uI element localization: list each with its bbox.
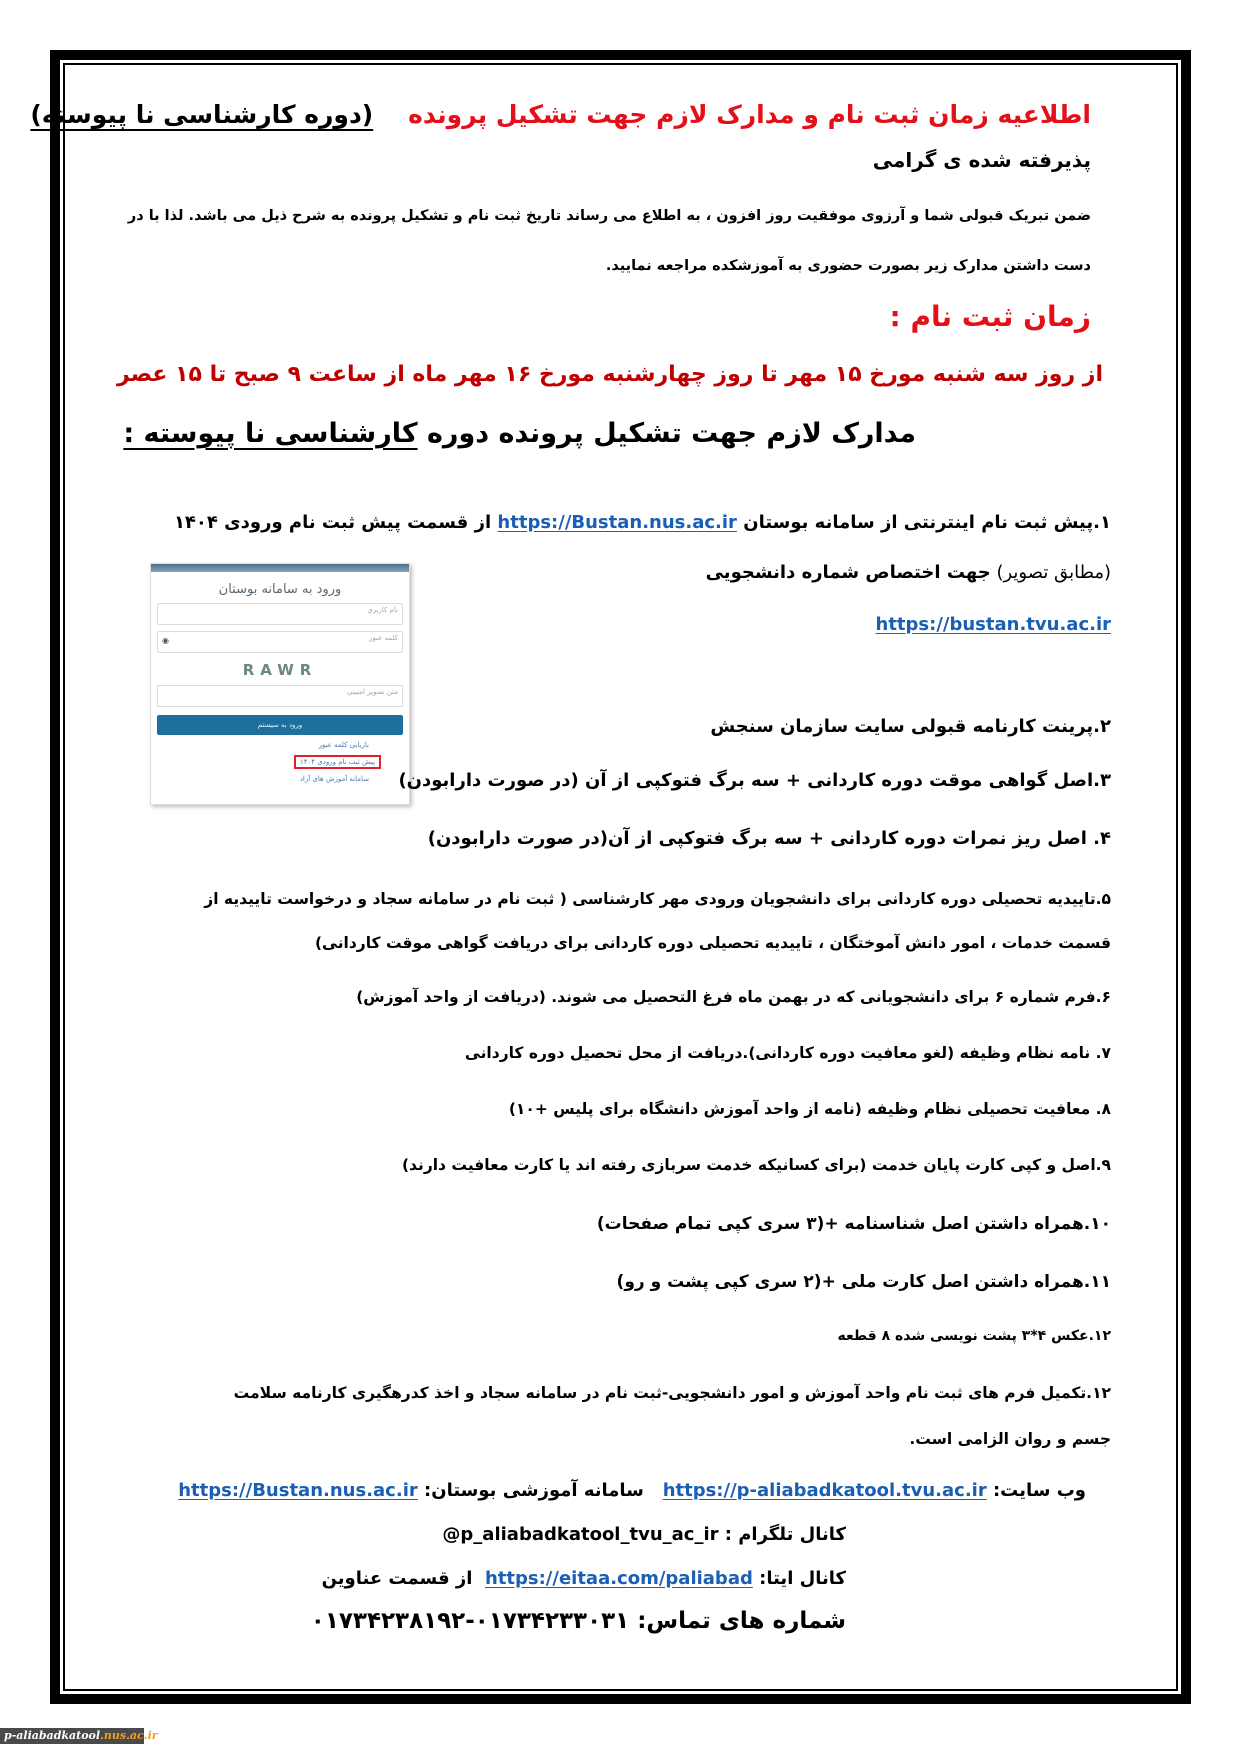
document-item-7: ۷. نامه نظام وظیفه (لغو معافیت دوره کاردانی).دریافت از محل تحصیل دوره کاردانی [464, 1044, 1111, 1062]
document-item-10: ۱۰.همراه داشتن اصل شناسنامه +(۳ سری کپی تمام صفحات) [596, 1214, 1111, 1234]
screenshot-other-link: سامانه آموزش های آزاد [299, 775, 369, 783]
website-label: وب سایت: [986, 1480, 1086, 1501]
bustan-login-screenshot [150, 563, 410, 805]
bustan-nus-link[interactable]: https://Bustan.nus.ac.ir [497, 512, 737, 533]
document-item-12: ۱۲.عکس ۴*۳ پشت نویسی شده ۸ قطعه [837, 1328, 1111, 1344]
document-item-1-line2 [706, 562, 1111, 583]
title-red: اطلاعیه زمان ثبت نام و مدارک لازم جهت تشکیل پرونده [408, 100, 1091, 129]
telegram-handle: @p_aliabadkatool_tvu_ac_ir [442, 1524, 719, 1545]
item-1-prefix: ۱.پیش ثبت نام اینترنتی از سامانه بوستان [736, 512, 1111, 533]
document-item-1 [174, 512, 1111, 533]
screenshot-password-field [157, 631, 403, 653]
document-item-5-line2: قسمت خدمات ، امور دانش آموختگان ، تاییدیه تحصیلی دوره کاردانی برای دریافت گواهی موقت کاردانی) [314, 934, 1111, 952]
phones-label: شماره های تماس: [629, 1608, 846, 1634]
screenshot-captcha: RAWR [242, 661, 318, 679]
document-item-13-line2: جسم و روان الزامی است. [909, 1430, 1111, 1448]
item-1-purpose: جهت اختصاص شماره دانشجویی [705, 562, 991, 583]
site-watermark [0, 1728, 158, 1744]
intro-line-2: دست داشتن مدارک زیر بصورت حضوری به آموزشکده مراجعه نمایید. [605, 258, 1091, 274]
telegram-label: کانال تلگرام : [718, 1524, 846, 1545]
document-item-9: ۹.اصل و کپی کارت پایان خدمت (برای کسانیکه خدمت سربازی رفته اند یا کارت معافیت دارند) [401, 1156, 1111, 1174]
document-item-13: ۱۲.تکمیل فرم های ثبت نام واحد آموزش و امور دانشجویی-ثبت نام در سامانه سجاد و اخذ کدرهگیری کارنامه سلامت [233, 1384, 1111, 1402]
title-course: (دوره کارشناسی نا پیوسته) [30, 100, 374, 129]
item-1-suffix: از قسمت پیش ثبت نام ورودی ۱۴۰۴ [173, 512, 498, 533]
intro-line-1: ضمن تبریک قبولی شما و آرزوی موفقیت روز افزون ، به اطلاع می رساند تاریخ ثبت نام و تشکیل پرونده به شرح ذیل می باشد. لذا با در [127, 208, 1091, 224]
document-item-6: ۶.فرم شماره ۶ برای دانشجویانی که در بهمن ماه فرغ التحصیل می شوند. (دریافت از واحد آموزش) [356, 988, 1111, 1006]
website-link[interactable]: https://p-aliabadkatool.tvu.ac.ir [662, 1480, 987, 1501]
watermark-tld: .nus.ac.ir [100, 1729, 158, 1742]
bustan-link[interactable]: https://Bustan.nus.ac.ir [178, 1480, 418, 1501]
screenshot-header-bar [151, 564, 409, 572]
registration-heading: زمان ثبت نام : [889, 300, 1091, 333]
registration-period: از روز سه شنبه مورخ ۱۵ مهر تا روز چهارشنبه مورخ ۱۶ مهر ماه از ساعت ۹ صبح تا ۱۵ عصر [117, 362, 1103, 387]
eitaa-suffix: از قسمت عناوین [321, 1568, 485, 1589]
salutation: پذیرفته شده ی گرامی [872, 148, 1091, 172]
eitaa-link[interactable]: https://eitaa.com/paliabad [484, 1568, 753, 1589]
page-title [30, 100, 1091, 129]
contact-eitaa [322, 1568, 846, 1589]
document-item-1-line3 [876, 614, 1111, 635]
documents-heading-part2: کارشناسی نا پیوسته : [123, 418, 418, 449]
screenshot-title: ورود به سامانه بوستان [218, 582, 342, 597]
phone-numbers: ۰۱۷۳۴۲۳۳۰۳۱-۰۱۷۳۴۲۳۸۱۹۲ [310, 1608, 630, 1634]
contact-websites [178, 1480, 1086, 1501]
document-item-4: ۴. اصل ریز نمرات دوره کاردانی + سه برگ فتوکپی از آن(در صورت دارابودن) [427, 828, 1111, 849]
screenshot-username-field [157, 603, 403, 625]
password-label: کلمه عبور [369, 634, 398, 642]
screenshot-forgot-link: بازیابی کلمه عبور [318, 741, 369, 749]
bustan-label: سامانه آموزشی بوستان: [417, 1480, 663, 1501]
eye-icon: ◉ [162, 636, 169, 645]
item-1-note: (مطابق تصویر) [990, 562, 1111, 583]
contact-phones [311, 1608, 846, 1634]
watermark-domain: p-aliabadkatool [4, 1729, 101, 1742]
captcha-label: متن تصویر امنیتی [347, 688, 398, 696]
document-item-2: ۲.پرینت کارنامه قبولی سایت سازمان سنجش [710, 716, 1111, 737]
document-item-5: ۵.تاییدیه تحصیلی دوره کاردانی برای دانشجویان ورودی مهر کارشناسی ( ثبت نام در سامانه سجاد و درخواست تاییدیه از [204, 890, 1111, 908]
screenshot-login-button: ورود به سیستم [157, 715, 403, 735]
document-item-3: ۳.اصل گواهی موقت دوره کاردانی + سه برگ فتوکپی از آن (در صورت دارابودن) [398, 770, 1111, 791]
screenshot-captcha-field [157, 685, 403, 707]
contact-telegram [442, 1524, 846, 1545]
documents-heading-part1: مدارک لازم جهت تشکیل پرونده دوره [417, 418, 916, 449]
document-item-8: ۸. معافیت تحصیلی نظام وظیفه (نامه از واحد آموزش دانشگاه برای پلیس +۱۰) [508, 1100, 1111, 1118]
eitaa-label: کانال ایتا: [752, 1568, 846, 1589]
username-label: نام کاربری [367, 606, 398, 614]
document-item-11: ۱۱.همراه داشتن اصل کارت ملی +(۲ سری کپی پشت و رو) [616, 1272, 1111, 1292]
screenshot-preregister-link: پیش ثبت نام ورودی ۱۴۰۴ [294, 755, 381, 769]
documents-heading [123, 418, 916, 449]
bustan-tvu-link[interactable]: https://bustan.tvu.ac.ir [875, 614, 1111, 635]
